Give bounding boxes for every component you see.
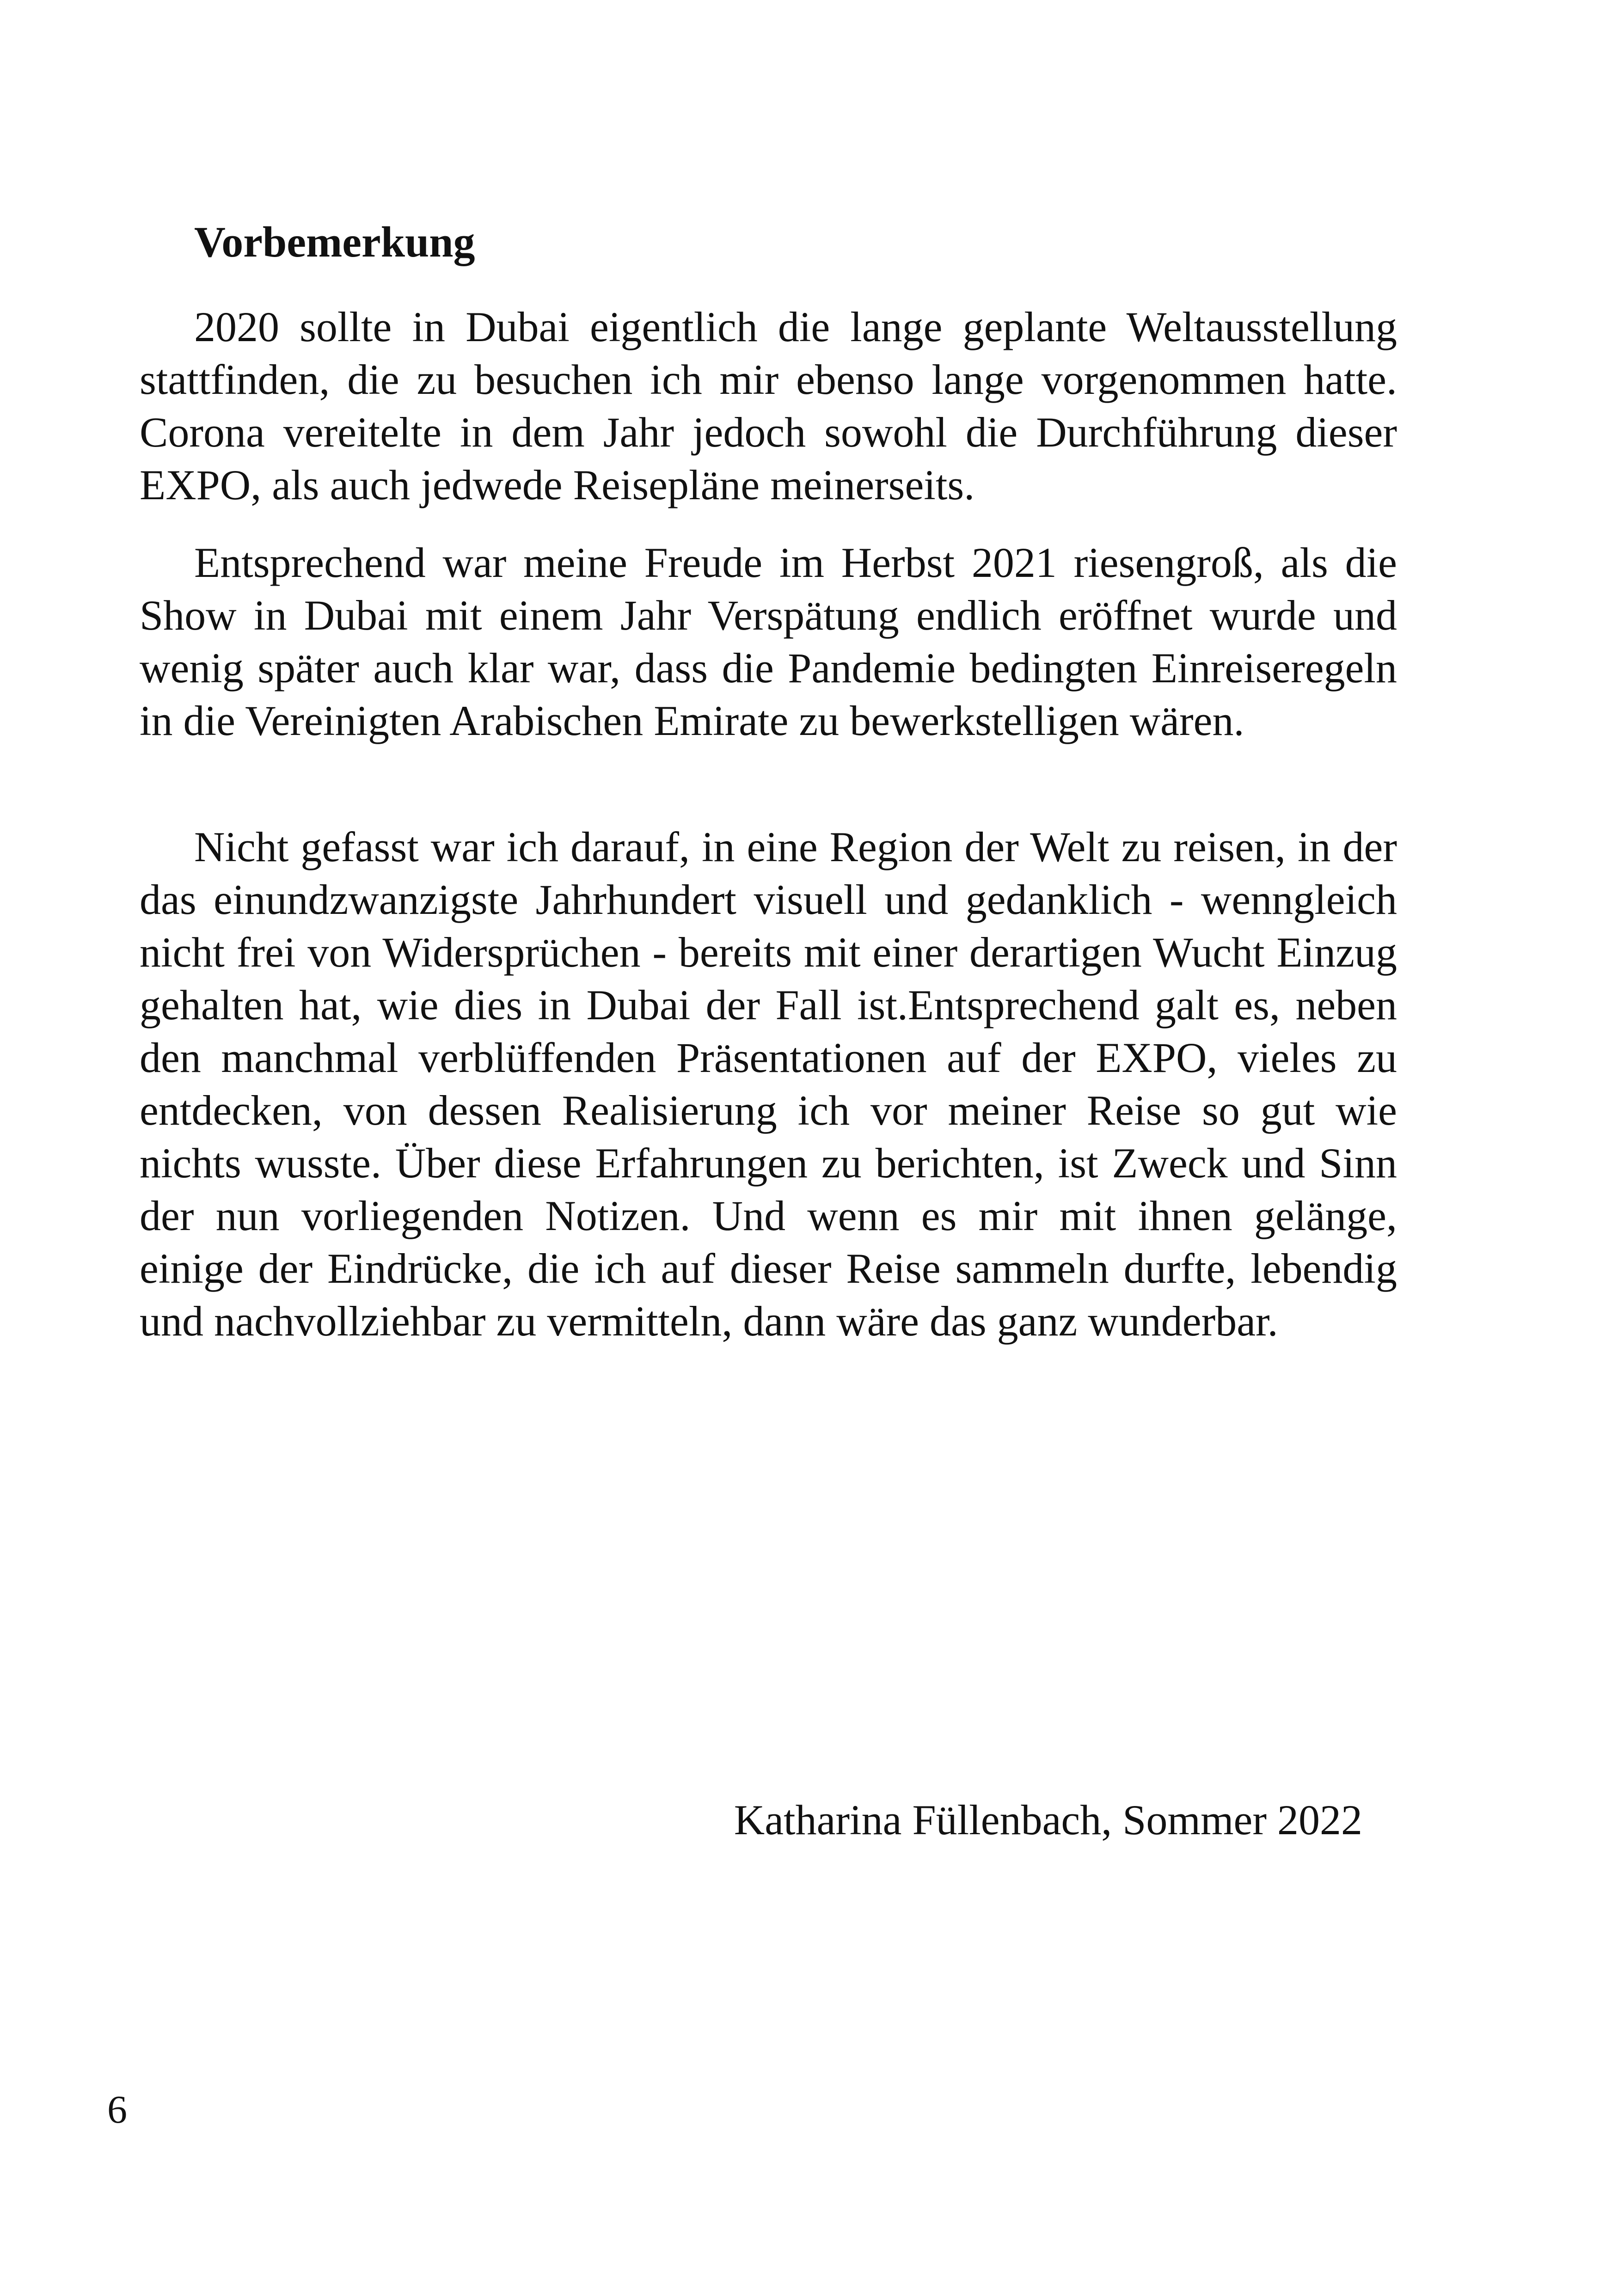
paragraph-2: Entsprechend war meine Freude im Herbst 2021 riesengroß, als die Show in Dubai mit einem Jahr Verspätung endlich eröffnet wurde und wenig später auch klar war, dass die Pandemie bedingten Einreiseregeln in die Vereinigten Arabischen Emirate zu bewerkstelligen wären.: [140, 539, 1397, 744]
paragraph-3: Nicht gefasst war ich darauf, in eine Region der Welt zu reisen, in der das einundzwanzigste Jahrhundert visuell und gedanklich - wenngleich nicht frei von Widersprüchen - bereits mit einer derartigen Wucht Einzug gehalten hat, wie dies in Dubai der Fall ist.Entsprechend galt es, neben den manchmal verblüffenden Präsentationen auf der EXPO, vieles zu entdecken, von dessen Realisierung ich vor meiner Reise so gut wie nichts wusste. Über diese Erfahrungen zu berichten, ist Zweck und Sinn der nun vorliegenden Notizen. Und wenn es mir mit ihnen gelänge, einige der Eindrücke, die ich auf dieser Reise sammeln durfte, lebendig und nachvollziehbar zu vermitteln, dann wäre das ganz wunderbar.: [140, 823, 1397, 1345]
author-signature-line: Katharina Füllenbach, Sommer 2022: [734, 1796, 1362, 1843]
page-number: 6: [107, 2087, 127, 2131]
paragraph-1: 2020 sollte in Dubai eigentlich die lange geplante Weltausstellung stattfinden, die zu besuchen ich mir ebenso lange vorgenommen hatte. Corona vereitelte in dem Jahr jedoch sowohl die Durchführung dieser EXPO, als auch jedwede Reisepläne meinerseits.: [140, 303, 1397, 508]
section-heading: Vorbemerkung: [194, 218, 475, 266]
